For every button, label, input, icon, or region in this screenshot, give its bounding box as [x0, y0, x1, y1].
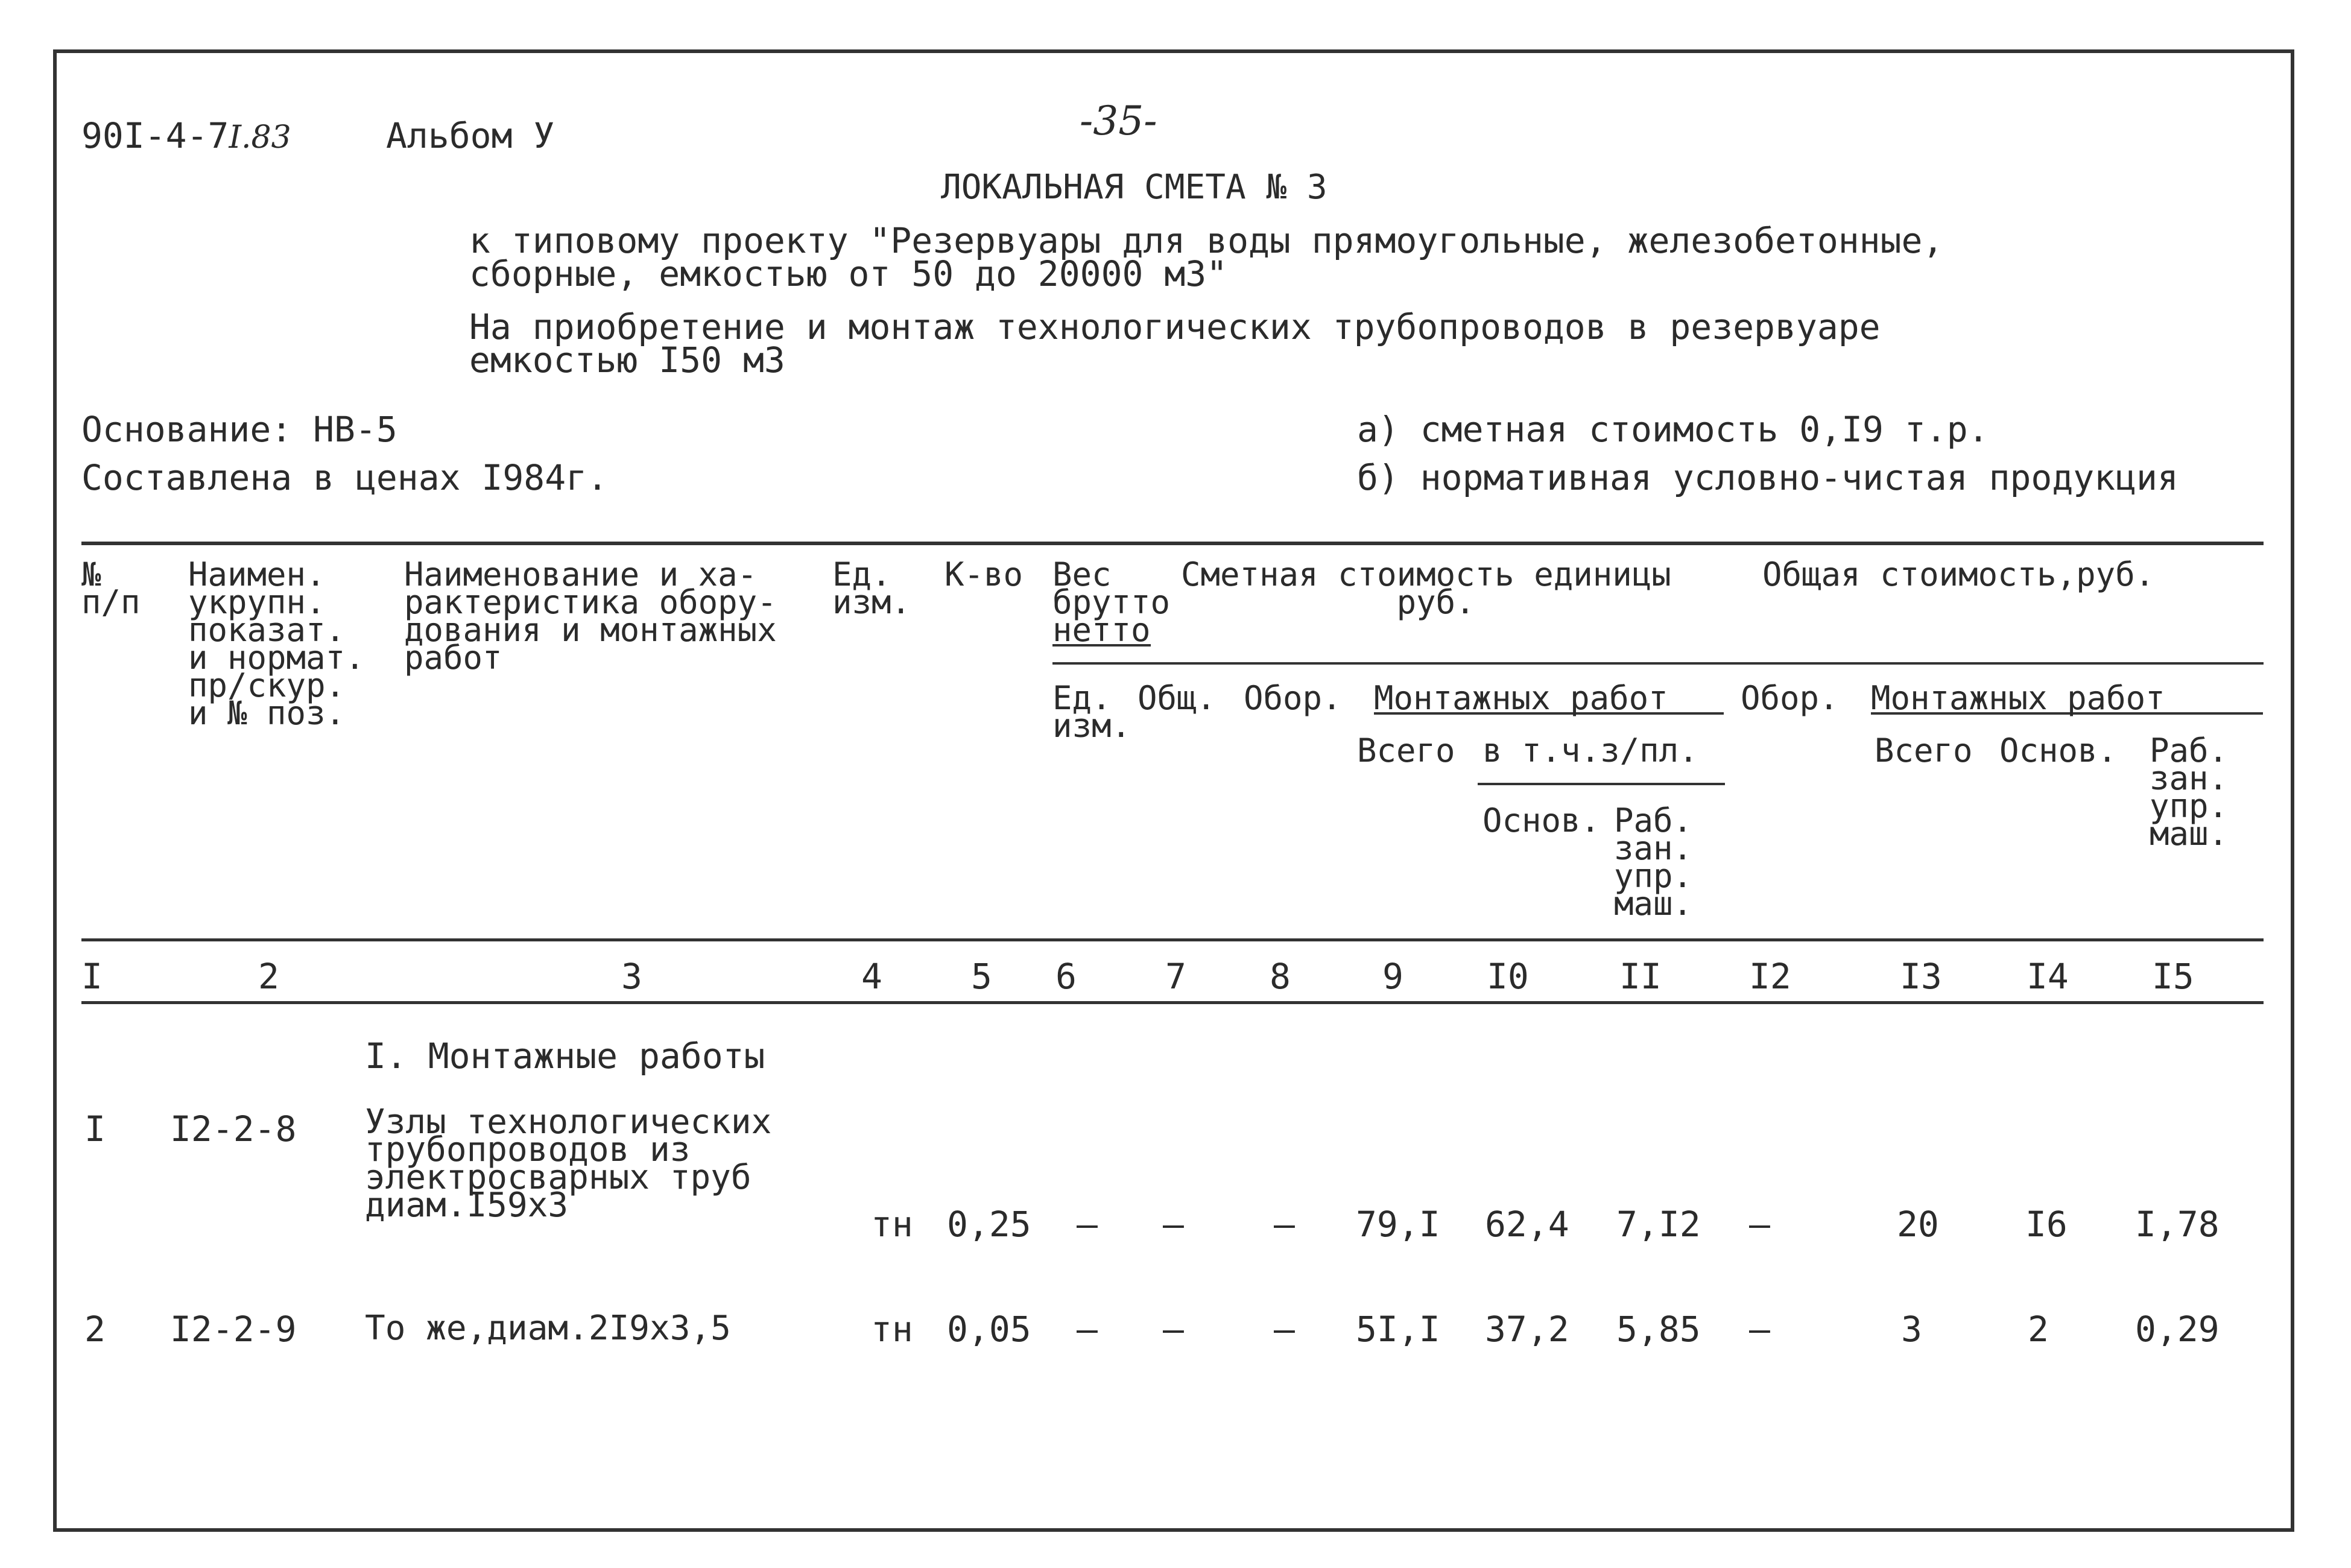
weight: – — [1077, 1204, 1098, 1245]
column-number: 2 — [258, 956, 279, 997]
header-weight: Вес — [1052, 555, 1112, 593]
header-weight-netto: нетто — [1052, 611, 1151, 649]
basis-text: Основание: НВ-5 — [81, 409, 397, 450]
item-name: Узлы технологических трубопроводов из электросварных труб диам.I59х3 — [365, 1102, 772, 1225]
header-col-9: Всего — [1357, 732, 1455, 770]
total-base-wages: I6 — [2025, 1204, 2068, 1245]
unit-mont-total: 79,I — [1356, 1204, 1440, 1245]
estimated-cost: а) сметная стоимость 0,I9 т.р. — [1357, 409, 1989, 450]
document-code — [81, 115, 291, 156]
unit-base-wages: 62,4 — [1485, 1204, 1569, 1245]
project-line-1: к типовому проекту "Резервуары для воды прямоугольные, железобетонные, — [469, 220, 1944, 261]
weight: – — [1077, 1309, 1098, 1350]
header-total-cost-group: Общая стоимость,руб. — [1762, 555, 2155, 593]
header-incl-wages: в т.ч.з/пл. — [1482, 732, 1698, 770]
normative-production: б) нормативная условно-чистая продукция — [1357, 457, 2179, 498]
item-name: То же,диам.2I9х3,5 — [365, 1309, 731, 1348]
column-number: II — [1619, 956, 1662, 997]
purpose-line-2: емкостью I50 м3 — [469, 340, 785, 381]
column-number: 8 — [1270, 956, 1291, 997]
column-number: I3 — [1900, 956, 1942, 997]
unit-total: – — [1163, 1309, 1184, 1350]
header-col-12: Обор. — [1741, 679, 1839, 717]
section-title: I. Монтажные работы — [365, 1035, 765, 1076]
column-number: 5 — [971, 956, 992, 997]
header-mont-unit: Монтажных работ — [1374, 684, 1724, 715]
header-mont-total: Монтажных работ — [1871, 684, 2263, 715]
column-number: 9 — [1382, 956, 1403, 997]
total-machine-wages: I,78 — [2135, 1204, 2220, 1245]
unit: тн — [871, 1309, 913, 1350]
column-number: I0 — [1487, 956, 1529, 997]
header-col-8: Обор. — [1244, 679, 1342, 717]
wages-subrule — [1478, 783, 1725, 785]
header-quantity: К-во — [945, 555, 1024, 593]
header-weight-brutto: брутто — [1052, 583, 1171, 621]
document-code-typed: 90I-4-7 — [81, 115, 229, 156]
header-col-11: Раб. зан. упр. маш. — [1614, 801, 1693, 923]
total-base-wages: 2 — [2028, 1309, 2049, 1350]
column-number: 6 — [1055, 956, 1077, 997]
header-col-14: Основ. — [1999, 732, 2118, 770]
table-top-rule — [81, 542, 2264, 545]
unit-equipment: – — [1274, 1204, 1295, 1245]
estimate-title: ЛОКАЛЬНАЯ СМЕТА № 3 — [941, 168, 1327, 207]
unit-base-wages: 37,2 — [1485, 1309, 1569, 1350]
project-line-2: сборные, емкостью от 50 до 20000 м3" — [469, 253, 1228, 294]
header-row-number: № п/п — [81, 555, 141, 621]
column-number-rule — [81, 1001, 2264, 1004]
header-col-10: Основ. — [1482, 801, 1601, 839]
total-mont: 20 — [1897, 1204, 1939, 1245]
quantity: 0,05 — [947, 1309, 1031, 1350]
header-unit: Ед. изм. — [832, 555, 911, 621]
quantity: 0,25 — [947, 1204, 1031, 1245]
header-col-6: Ед. изм. — [1052, 679, 1131, 745]
column-number: 3 — [621, 956, 642, 997]
unit-mont-total: 5I,I — [1356, 1309, 1440, 1350]
header-col-15: Раб. зан. упр. маш. — [2150, 732, 2229, 853]
header-subrule — [1052, 662, 2264, 665]
total-mont: 3 — [1901, 1309, 1922, 1350]
header-item-name: Наименование и ха- рактеристика обору- дования и монтажных работ — [404, 555, 777, 677]
header-col-7: Общ. — [1138, 679, 1217, 717]
total-machine-wages: 0,29 — [2135, 1309, 2220, 1350]
column-number: 4 — [861, 956, 882, 997]
unit: тн — [871, 1204, 913, 1245]
page-number: -35- — [1080, 98, 1157, 144]
column-number: I — [81, 956, 103, 997]
document-code-handwritten: I.83 — [229, 119, 291, 156]
column-number: I2 — [1749, 956, 1791, 997]
unit-total: – — [1163, 1204, 1184, 1245]
header-col-13: Всего — [1875, 732, 1973, 770]
unit-equipment: – — [1274, 1309, 1295, 1350]
column-number: 7 — [1165, 956, 1186, 997]
column-number: I5 — [2152, 956, 2194, 997]
unit-machine-wages: 5,85 — [1616, 1309, 1701, 1350]
norm-code: I2-2-9 — [170, 1309, 297, 1350]
header-bottom-rule — [81, 938, 2264, 941]
prices-text: Составлена в ценах I984г. — [81, 457, 608, 498]
norm-code: I2-2-8 — [170, 1108, 297, 1149]
row-number: I — [84, 1108, 106, 1149]
album-label: Альбом У — [386, 115, 555, 156]
total-equipment: – — [1749, 1309, 1770, 1350]
header-norm-code: Наимен. укрупн. показат. и нормат. пр/скур. и № поз. — [188, 555, 365, 732]
total-equipment: – — [1749, 1204, 1770, 1245]
unit-machine-wages: 7,I2 — [1616, 1204, 1701, 1245]
row-number: 2 — [84, 1309, 106, 1350]
column-number: I4 — [2027, 956, 2069, 997]
purpose-line-1: На приобретение и монтаж технологических трубопроводов в резервуаре — [469, 306, 1881, 347]
header-unit-cost-group: Сметная стоимость единицы руб. — [1181, 555, 1671, 621]
